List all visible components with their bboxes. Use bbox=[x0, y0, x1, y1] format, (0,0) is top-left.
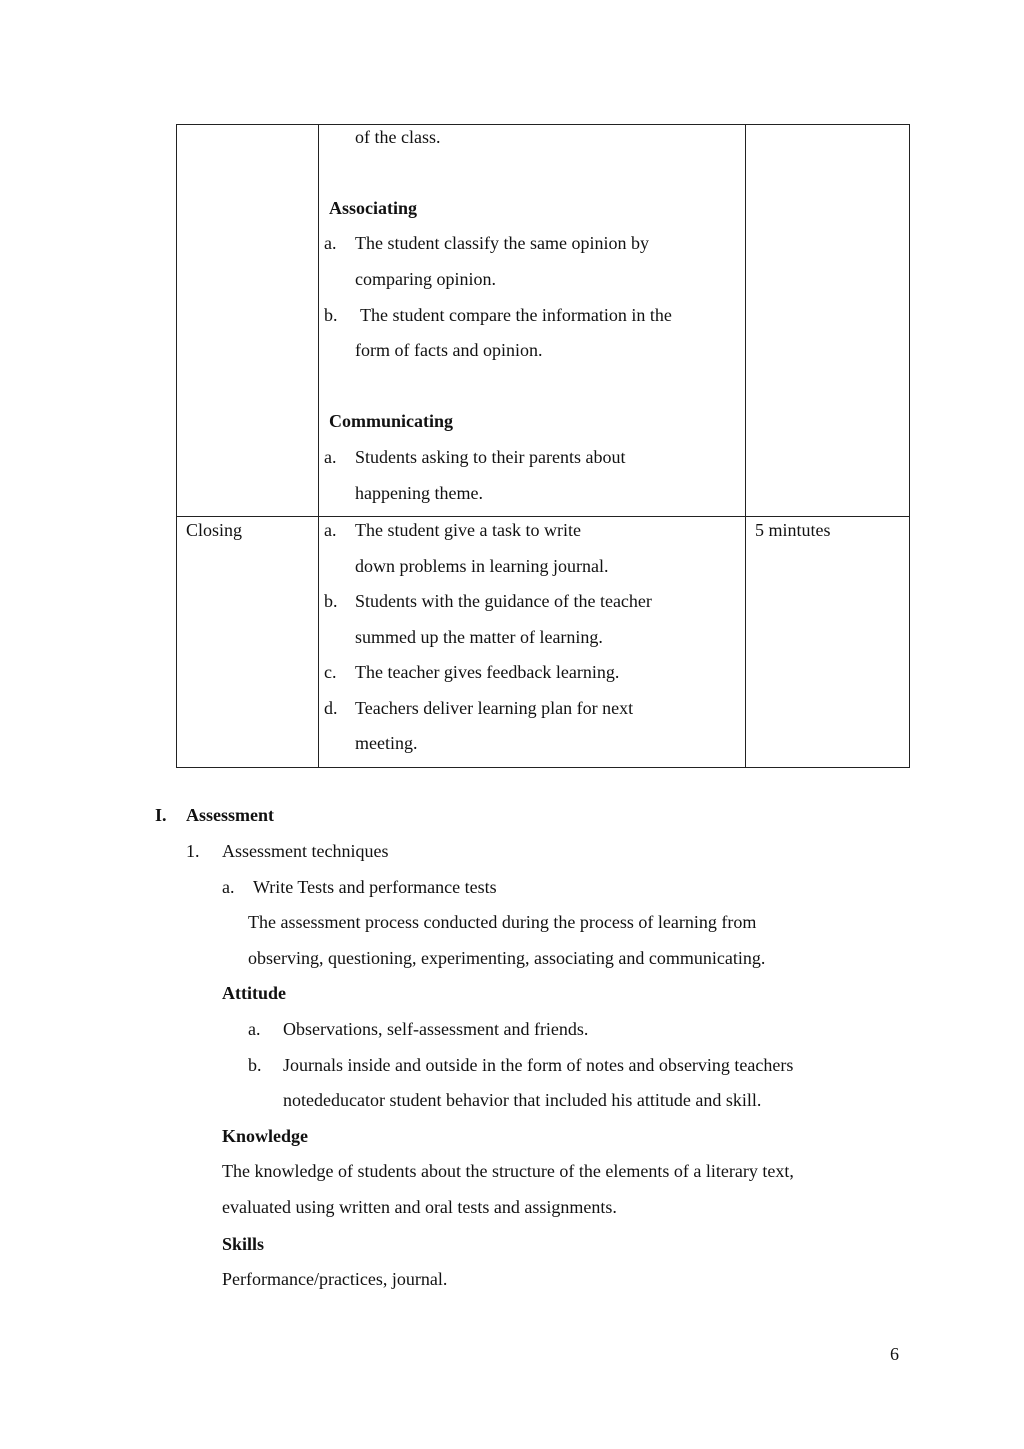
table-border-bottom bbox=[176, 767, 910, 768]
associating-item-b-marker: b. bbox=[324, 305, 338, 325]
closing-time-label: 5 mintutes bbox=[755, 520, 831, 540]
communicating-item-a-marker: a. bbox=[324, 447, 337, 467]
closing-item-a-marker: a. bbox=[324, 520, 337, 540]
closing-item-b-marker: b. bbox=[324, 591, 338, 611]
attitude-item-b-line2: notededucator student behavior that included his attitude and skill. bbox=[283, 1090, 762, 1110]
attitude-item-a-line1: Observations, self-assessment and friends. bbox=[283, 1019, 589, 1039]
techniques-label: Assessment techniques bbox=[222, 841, 389, 861]
page-number: 6 bbox=[890, 1344, 899, 1364]
closing-item-c-marker: c. bbox=[324, 662, 337, 682]
associating-item-a-marker: a. bbox=[324, 233, 337, 253]
closing-item-b-line1: Students with the guidance of the teacher bbox=[355, 591, 652, 611]
associating-item-b-line1: The student compare the information in the bbox=[360, 305, 672, 325]
assessment-heading: Assessment bbox=[186, 805, 274, 825]
communicating-item-a-line2: happening theme. bbox=[355, 483, 483, 503]
skills-heading: Skills bbox=[222, 1234, 265, 1254]
write-tests-marker: a. bbox=[222, 877, 235, 897]
closing-item-b-line2: summed up the matter of learning. bbox=[355, 627, 603, 647]
table-border-top bbox=[176, 124, 910, 125]
table-border-right bbox=[909, 124, 910, 768]
closing-item-d-marker: d. bbox=[324, 698, 338, 718]
attitude-item-b-marker: b. bbox=[248, 1055, 262, 1075]
associating-item-b-line2: form of facts and opinion. bbox=[355, 340, 543, 360]
attitude-heading: Attitude bbox=[222, 983, 286, 1003]
associating-item-a-line1: The student classify the same opinion by bbox=[355, 233, 649, 253]
table-border-left bbox=[176, 124, 177, 768]
closing-stage-label: Closing bbox=[186, 520, 243, 540]
associating-item-a-line2: comparing opinion. bbox=[355, 269, 496, 289]
closing-item-a-line1: The student give a task to write bbox=[355, 520, 581, 540]
write-tests-label: Write Tests and performance tests bbox=[253, 877, 497, 897]
knowledge-line-1: The knowledge of students about the structure of the elements of a literary text, bbox=[222, 1161, 794, 1181]
assessment-numeral: I. bbox=[155, 805, 167, 825]
closing-item-c-line1: The teacher gives feedback learning. bbox=[355, 662, 620, 682]
table-column-divider-1 bbox=[318, 124, 319, 768]
attitude-item-b-line1: Journals inside and outside in the form of notes and observing teachers bbox=[283, 1055, 794, 1075]
communicating-heading: Communicating bbox=[329, 411, 454, 431]
process-line-1: The assessment process conducted during the process of learning from bbox=[248, 912, 757, 932]
table-row-divider bbox=[176, 516, 910, 517]
process-line-2: observing, questioning, experimenting, associating and communicating. bbox=[248, 948, 766, 968]
table-column-divider-2 bbox=[745, 124, 746, 768]
attitude-item-a-marker: a. bbox=[248, 1019, 261, 1039]
row1-continuation-text: of the class. bbox=[355, 127, 441, 147]
knowledge-line-2: evaluated using written and oral tests and assignments. bbox=[222, 1197, 617, 1217]
communicating-item-a-line1: Students asking to their parents about bbox=[355, 447, 626, 467]
closing-item-d-line1: Teachers deliver learning plan for next bbox=[355, 698, 634, 718]
associating-heading: Associating bbox=[329, 198, 418, 218]
knowledge-heading: Knowledge bbox=[222, 1126, 309, 1146]
closing-item-d-line2: meeting. bbox=[355, 733, 418, 753]
skills-line-1: Performance/practices, journal. bbox=[222, 1269, 448, 1289]
techniques-number: 1. bbox=[186, 841, 200, 861]
closing-item-a-line2: down problems in learning journal. bbox=[355, 556, 609, 576]
